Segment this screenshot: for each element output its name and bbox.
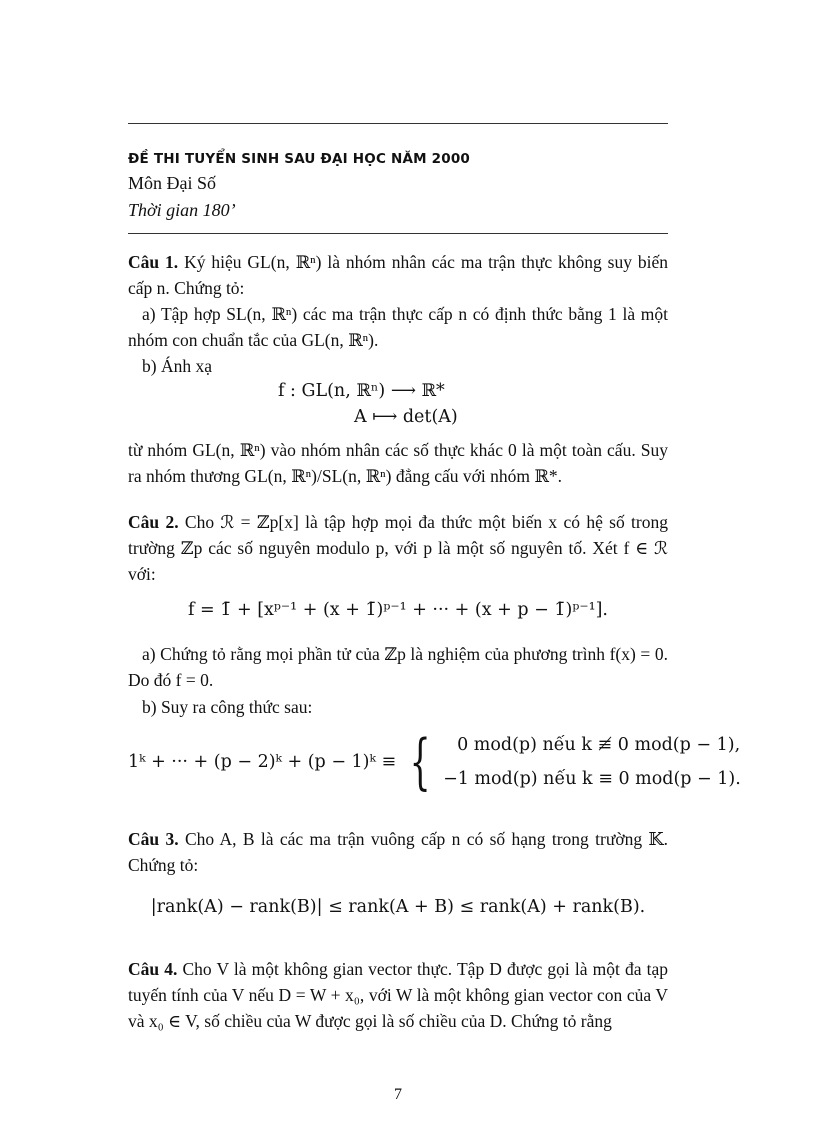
- question-2-formula: f = 1̄ + [xᵖ⁻¹ + (x + 1̄)ᵖ⁻¹ + ··· + (x + p − 1̄)ᵖ⁻¹].: [188, 600, 608, 620]
- question-2-intro: [128, 509, 668, 587]
- question-2-label: Câu 2.: [128, 512, 179, 532]
- question-2-intro-text: Cho ℛ = ℤp[x] là tập hợp mọi đa thức một biến x có hệ số trong trường ℤp các số nguyên modulo p, với p là một số nguyên tố. Xét f ∈ ℛ với:: [128, 512, 668, 584]
- left-brace: {: [409, 727, 431, 797]
- map-line-2: A ⟼ det(A): [354, 407, 458, 427]
- case-1: 0 mod(p) nếu k ≢ 0 mod(p − 1),: [457, 735, 741, 755]
- congruence-lhs: 1ᵏ + ··· + (p − 2)ᵏ + (p − 1)ᵏ ≡: [128, 752, 397, 772]
- exam-title: ĐỀ THI TUYỂN SINH SAU ĐẠI HỌC NĂM 2000: [128, 151, 471, 167]
- exam-subject: Môn Đại Số: [128, 173, 217, 193]
- question-4-label: Câu 4.: [128, 959, 178, 979]
- question-1-label: Câu 1.: [128, 252, 179, 272]
- header-rule: [128, 233, 668, 234]
- congruence-cases: [443, 728, 741, 796]
- question-2-part-a: a) Chứng tỏ rằng mọi phần tử của ℤp là nghiệm của phương trình f(x) = 0. Do đó f = 0.: [128, 644, 668, 690]
- question-4: [128, 956, 668, 1034]
- question-3-intro: [128, 826, 668, 878]
- question-2-congruence: [128, 727, 741, 797]
- map-line-1: f : GL(n, ℝⁿ) ⟶ ℝ*: [278, 381, 445, 401]
- question-1-intro-text: Ký hiệu GL(n, ℝⁿ) là nhóm nhân các ma trận thực không suy biến cấp n. Chứng tỏ:: [128, 252, 669, 298]
- top-rule: [128, 123, 668, 124]
- page-number: 7: [394, 1086, 402, 1103]
- page: [128, 0, 741, 1123]
- question-1-part-a: a) Tập hợp SL(n, ℝⁿ) các ma trận thực cấp n có định thức bằng 1 là một nhóm con chuẩn tắc của GL(n, ℝⁿ).: [128, 304, 668, 350]
- question-3-formula: |rank(A) − rank(B)| ≤ rank(A + B) ≤ rank(A) + rank(B).: [150, 897, 646, 917]
- question-1-conclusion: từ nhóm GL(n, ℝⁿ) vào nhóm nhân các số thực khác 0 là một toàn cấu. Suy ra nhóm thương GL(n, ℝⁿ)/SL(n, ℝⁿ) đẳng cấu với nhóm ℝ*.: [128, 440, 668, 486]
- question-4-text: Cho V là một không gian vector thực. Tập D được gọi là một đa tạp tuyến tính của V nếu D = W + x₀, với W là một không gian vector con của V và x₀ ∈ V, số chiều của W được gọi là số chiều của D. Chứng tỏ rằng: [128, 959, 669, 1031]
- question-2-part-b: b) Suy ra công thức sau:: [142, 697, 313, 717]
- case-2: −1 mod(p) nếu k ≡ 0 mod(p − 1).: [443, 769, 741, 789]
- question-3-intro-text: Cho A, B là các ma trận vuông cấp n có số hạng trong trường 𝕂. Chứng tỏ:: [128, 829, 669, 875]
- question-1-part-b: b) Ánh xạ: [142, 356, 212, 376]
- question-3-label: Câu 3.: [128, 829, 179, 849]
- exam-time: Thời gian 180’: [128, 200, 236, 220]
- question-1-intro: [128, 249, 668, 301]
